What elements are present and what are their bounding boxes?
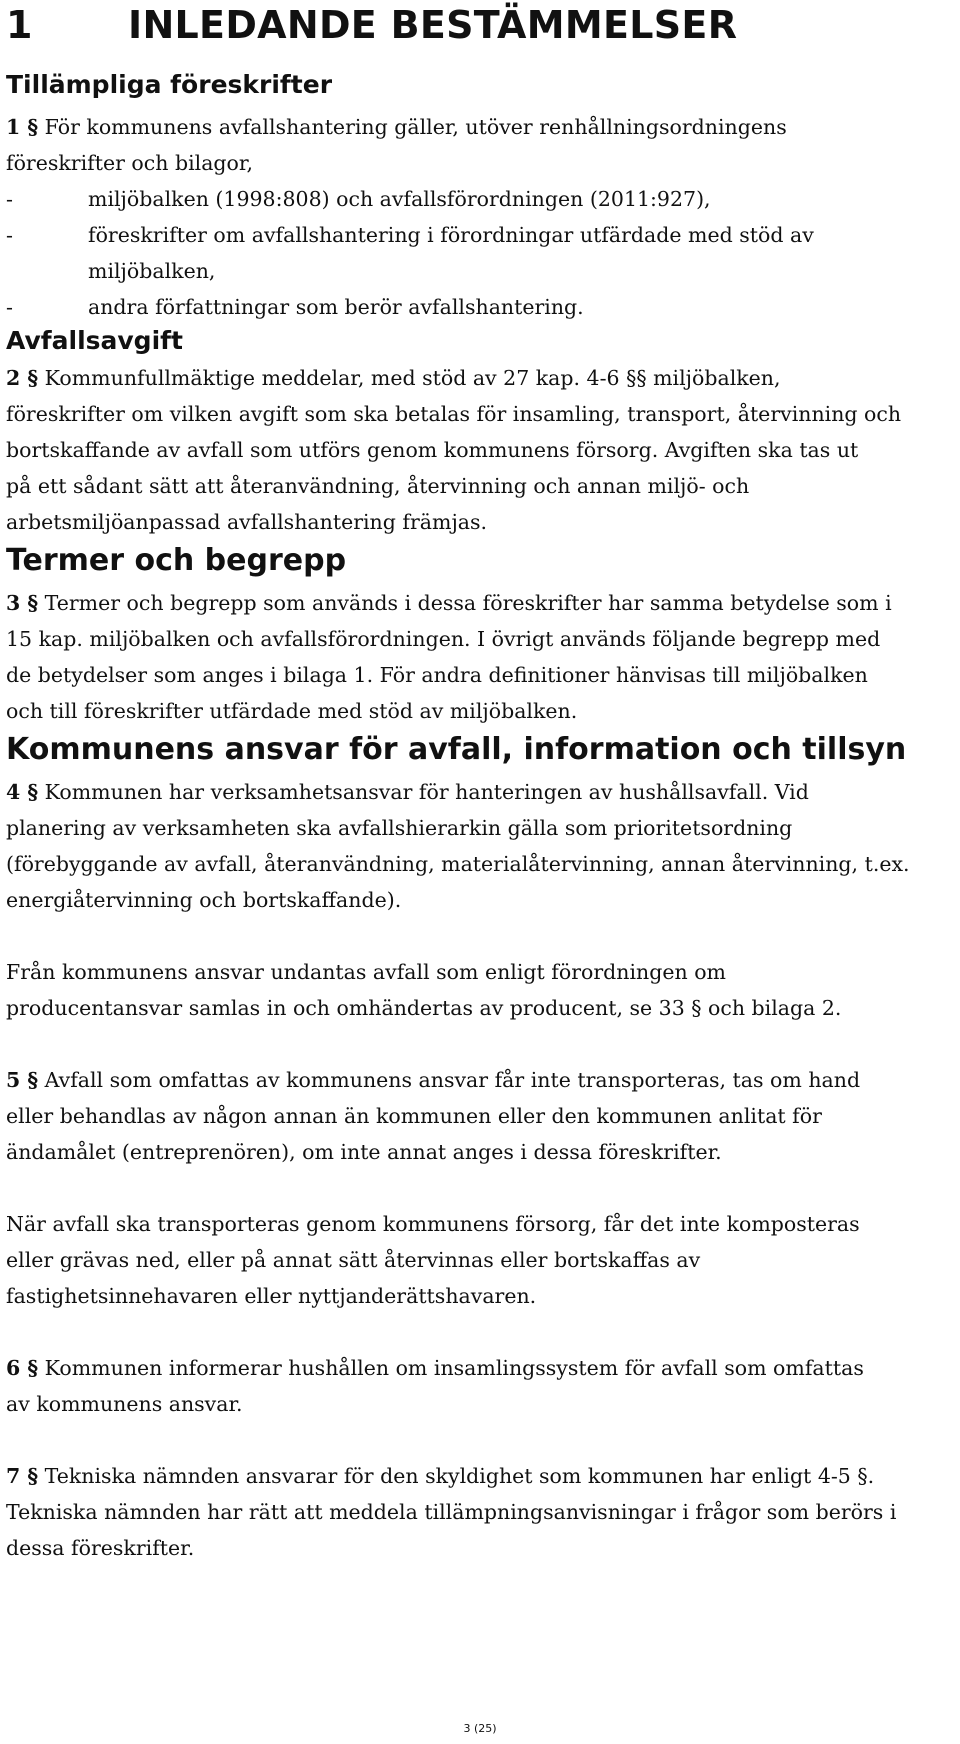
paragraph-number: 7 § <box>6 1464 39 1488</box>
paragraph-text: Från kommunens ansvar undantas avfall som enligt förordningen om <box>6 960 726 984</box>
list-item-continuation: miljöbalken, <box>88 259 216 283</box>
paragraph-number: 1 § <box>6 115 39 139</box>
paragraph-4 <box>6 774 956 1566</box>
paragraph-number: 2 § <box>6 366 39 390</box>
paragraph-text: Tekniska nämnden har rätt att meddela tillämpningsanvisningar i frågor som berörs i <box>6 1500 897 1524</box>
paragraph-text: När avfall ska transporteras genom kommunens försorg, får det inte komposteras <box>6 1212 860 1236</box>
paragraph-text: föreskrifter och bilagor, <box>6 151 253 175</box>
list-bullet <box>6 217 88 253</box>
paragraph-text: fastighetsinnehavaren eller nyttjanderättshavaren. <box>6 1284 537 1308</box>
paragraph-number: 6 § <box>6 1356 39 1380</box>
paragraph-2 <box>6 360 956 540</box>
chapter-title: INLEDANDE BESTÄMMELSER <box>128 3 738 47</box>
paragraph-text: på ett sådant sätt att återanvändning, återvinning och annan miljö- och <box>6 474 750 498</box>
paragraph-1 <box>6 109 956 325</box>
paragraph-text: eller grävas ned, eller på annat sätt återvinnas eller bortskaffas av <box>6 1248 701 1272</box>
paragraph-text: dessa föreskrifter. <box>6 1536 195 1560</box>
paragraph-text: föreskrifter om vilken avgift som ska betalas för insamling, transport, återvinning och <box>6 402 902 426</box>
paragraph-text: och till föreskrifter utfärdade med stöd av miljöbalken. <box>6 699 578 723</box>
list-bullet <box>6 181 88 217</box>
paragraph-text: Kommunen har verksamhetsansvar för hanteringen av hushållsavfall. Vid <box>38 780 809 804</box>
section-heading-tillampliga: Tillämpliga föreskrifter <box>6 70 333 99</box>
paragraph-number: 3 § <box>6 591 39 615</box>
paragraph-text: arbetsmiljöanpassad avfallshantering främjas. <box>6 510 488 534</box>
section-heading-termer: Termer och begrepp <box>6 543 347 578</box>
page-number: 3 (25) <box>463 1722 497 1735</box>
paragraph-text: Kommunfullmäktige meddelar, med stöd av 27 kap. 4-6 §§ miljöbalken, <box>38 366 781 390</box>
paragraph-3 <box>6 585 956 729</box>
section-heading-ansvar: Kommunens ansvar för avfall, information och tillsyn <box>6 732 907 767</box>
paragraph-text: ändamålet (entreprenören), om inte annat anges i dessa föreskrifter. <box>6 1140 722 1164</box>
list-item: miljöbalken (1998:808) och avfallsförordningen (2011:927), <box>88 187 711 211</box>
paragraph-text: (förebyggande av avfall, återanvändning, materialåtervinning, annan återvinning, t.ex. <box>6 852 910 876</box>
paragraph-number: 5 § <box>6 1068 39 1092</box>
paragraph-text: energiåtervinning och bortskaffande). <box>6 888 402 912</box>
chapter-number: 1 <box>6 3 33 47</box>
paragraph-text: Avfall som omfattas av kommunens ansvar får inte transporteras, tas om hand <box>38 1068 861 1092</box>
paragraph-text: 15 kap. miljöbalken och avfallsförordningen. I övrigt används följande begrepp med <box>6 627 881 651</box>
paragraph-text: bortskaffande av avfall som utförs genom kommunens försorg. Avgiften ska tas ut <box>6 438 859 462</box>
paragraph-text: de betydelser som anges i bilaga 1. För andra definitioner hänvisas till miljöbalken <box>6 663 868 687</box>
paragraph-text: Tekniska nämnden ansvarar för den skyldighet som kommunen har enligt 4-5 §. <box>38 1464 875 1488</box>
paragraph-text: producentansvar samlas in och omhändertas av producent, se 33 § och bilaga 2. <box>6 996 842 1020</box>
paragraph-text: planering av verksamheten ska avfallshierarkin gälla som prioritetsordning <box>6 816 793 840</box>
list-item: andra författningar som berör avfallshantering. <box>88 295 584 319</box>
paragraph-text: Termer och begrepp som används i dessa föreskrifter har samma betydelse som i <box>38 591 892 615</box>
paragraph-text: eller behandlas av någon annan än kommunen eller den kommunen anlitat för <box>6 1104 822 1128</box>
chapter-heading <box>6 0 737 50</box>
paragraph-number: 4 § <box>6 780 39 804</box>
list-item: föreskrifter om avfallshantering i förordningar utfärdade med stöd av <box>88 223 814 247</box>
list-bullet <box>6 289 88 325</box>
section-heading-avgift: Avfallsavgift <box>6 326 183 355</box>
paragraph-text: Kommunen informerar hushållen om insamlingssystem för avfall som omfattas <box>38 1356 864 1380</box>
paragraph-text: av kommunens ansvar. <box>6 1392 243 1416</box>
paragraph-text: För kommunens avfallshantering gäller, utöver renhållningsordningens <box>38 115 787 139</box>
